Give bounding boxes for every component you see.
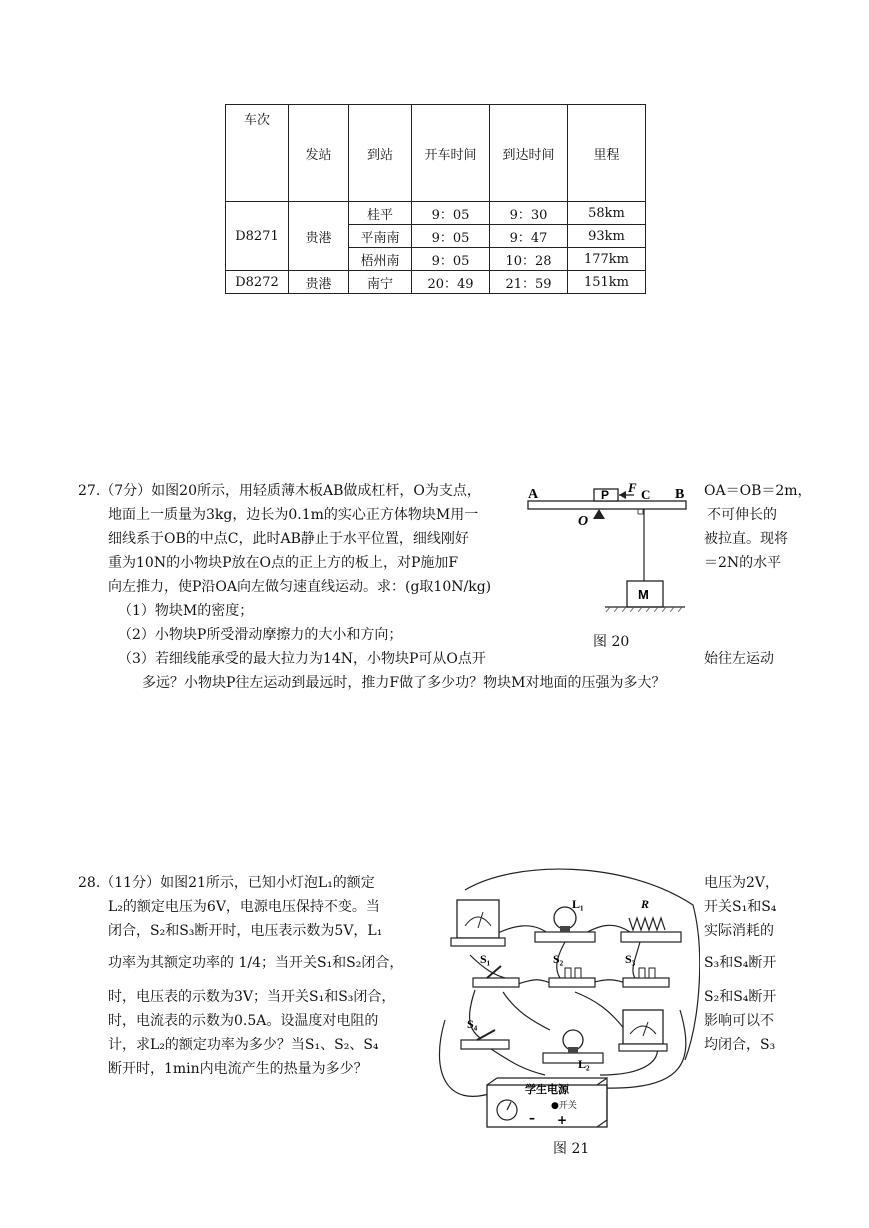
header-dist: 里程 — [568, 105, 646, 202]
q27-right-1: OA＝OB＝2m， — [704, 483, 812, 499]
figure-20-lever — [520, 475, 700, 615]
label-power-switch: ●开关 — [551, 1101, 577, 1111]
arrival-time: 10：28 — [490, 248, 568, 271]
switch-s4-icon — [461, 1040, 509, 1049]
q27-line-6: （1）物块M的密度； — [118, 603, 254, 619]
arrival-time: 9：30 — [490, 202, 568, 225]
fulcrum-icon — [593, 509, 605, 519]
q28-line-1: 28.（11分）如图21所示，已知小灯泡L₁的额定 — [78, 875, 375, 891]
q27-line-1: 27.（7分）如图20所示，用轻质薄木板AB做成杠杆，O为支点， — [78, 483, 481, 499]
header-arr: 到达时间 — [490, 105, 568, 202]
departure-time: 20：49 — [412, 271, 490, 294]
departure-station: 贵港 — [289, 271, 349, 294]
train-number: D8272 — [226, 271, 289, 294]
plus-terminal-icon: + — [557, 1113, 568, 1127]
label-a: A — [528, 487, 539, 502]
figure-20-caption: 图 20 — [593, 634, 630, 650]
label-p: P — [601, 488, 610, 502]
train-number: D8271 — [226, 202, 289, 271]
q27-right-8: 始往左运动 — [704, 651, 774, 667]
q28-right-2: 开关S₁和S₄ — [704, 899, 777, 915]
distance: 151km — [568, 271, 646, 294]
figure-21-caption: 图 21 — [553, 1141, 590, 1157]
ammeter-icon — [623, 1010, 663, 1044]
distance: 177km — [568, 248, 646, 271]
header-dep: 开车时间 — [412, 105, 490, 202]
q28-line-3: 闭合，S₂和S₃断开时，电压表示数为5V，L₁ — [108, 923, 383, 939]
arrival-station: 平南南 — [349, 225, 412, 248]
q27-line-4: 重为10N的小物块P放在O点的正上方的板上，对P施加F — [108, 555, 459, 571]
distance: 93km — [568, 225, 646, 248]
voltmeter-icon — [457, 900, 499, 938]
distance: 58km — [568, 202, 646, 225]
departure-station: 贵港 — [289, 202, 349, 271]
q27-right-4: ＝2N的水平 — [704, 555, 782, 571]
label-s3: S₃ — [625, 952, 636, 966]
arrival-station: 桂平 — [349, 202, 412, 225]
q28-right-4: S₃和S₄断开 — [704, 955, 777, 971]
figure-21-circuit — [425, 860, 700, 1135]
label-power-source: 学生电源 — [525, 1083, 569, 1096]
departure-time: 9：05 — [412, 202, 490, 225]
q27-line-7: （2）小物块P所受滑动摩擦力的大小和方向； — [118, 627, 403, 643]
q28-right-3: 实际消耗的 — [704, 923, 774, 939]
label-m: M — [638, 587, 649, 602]
arrival-time: 21：59 — [490, 271, 568, 294]
label-s1: S₁ — [480, 952, 491, 966]
label-s4: S₄ — [467, 1017, 478, 1031]
label-s2: S₂ — [553, 952, 564, 966]
q27-line-9: 多远？小物块P往左运动到最远时，推力F做了多少功？物块M对地面的压强为多大？ — [142, 675, 666, 691]
departure-time: 9：05 — [412, 248, 490, 271]
arrival-station: 梧州南 — [349, 248, 412, 271]
q27-right-2: 不可伸长的 — [707, 507, 777, 523]
label-l1: L₁ — [572, 897, 584, 911]
q27-line-2: 地面上一质量为3kg，边长为0.1m的实心正方体物块M用一 — [108, 507, 479, 523]
q28-line-5: 时，电压表的示数为3V；当开关S₁和S₃闭合， — [108, 989, 396, 1005]
label-f: F — [628, 480, 637, 495]
label-b: B — [675, 487, 685, 502]
q28-right-1: 电压为2V， — [704, 875, 780, 891]
switch-s3-icon — [623, 978, 669, 987]
header-from: 发站 — [289, 105, 349, 202]
arrival-station: 南宁 — [349, 271, 412, 294]
q28-line-7: 计，求L₂的额定功率为多少？当S₁、S₂、S₄ — [108, 1037, 379, 1053]
resistor-icon — [629, 918, 665, 930]
q28-line-4: 功率为其额定功率的 1/4；当开关S₁和S₂闭合， — [108, 955, 404, 971]
q27-right-3: 被拉直。现将 — [704, 531, 788, 547]
header-train: 车次 — [226, 105, 289, 202]
switch-s2-icon — [549, 978, 595, 987]
minus-terminal-icon: – — [529, 1111, 535, 1125]
arrival-time: 9：47 — [490, 225, 568, 248]
q28-right-6: 影响可以不 — [704, 1013, 774, 1029]
q27-line-3: 细线系于OB的中点C，此时AB静止于水平位置，细线刚好 — [108, 531, 469, 547]
switch-s1-icon — [473, 978, 519, 987]
q28-right-5: S₂和S₄断开 — [704, 989, 777, 1005]
q28-right-7: 均闭合，S₃ — [704, 1037, 776, 1053]
q27-line-8: （3）若细线能承受的最大拉力为14N，小物块P可从O点开 — [118, 651, 486, 667]
departure-time: 9：05 — [412, 225, 490, 248]
label-c: C — [641, 487, 651, 502]
q28-line-6: 时，电流表的示数为0.5A。设温度对电阻的 — [108, 1013, 379, 1029]
label-l2: L₂ — [578, 1057, 590, 1071]
label-r: R — [641, 897, 650, 911]
label-o: O — [578, 514, 589, 529]
header-to: 到站 — [349, 105, 412, 202]
force-arrow-icon — [619, 491, 626, 499]
q27-line-5: 向左推力，使P沿OA向左做匀速直线运动。求：(g取10N/kg) — [108, 579, 492, 595]
q28-line-8: 断开时，1min内电流产生的热量为多少？ — [108, 1061, 368, 1077]
q28-line-2: L₂的额定电压为6V，电源电压保持不变。当 — [108, 899, 380, 915]
